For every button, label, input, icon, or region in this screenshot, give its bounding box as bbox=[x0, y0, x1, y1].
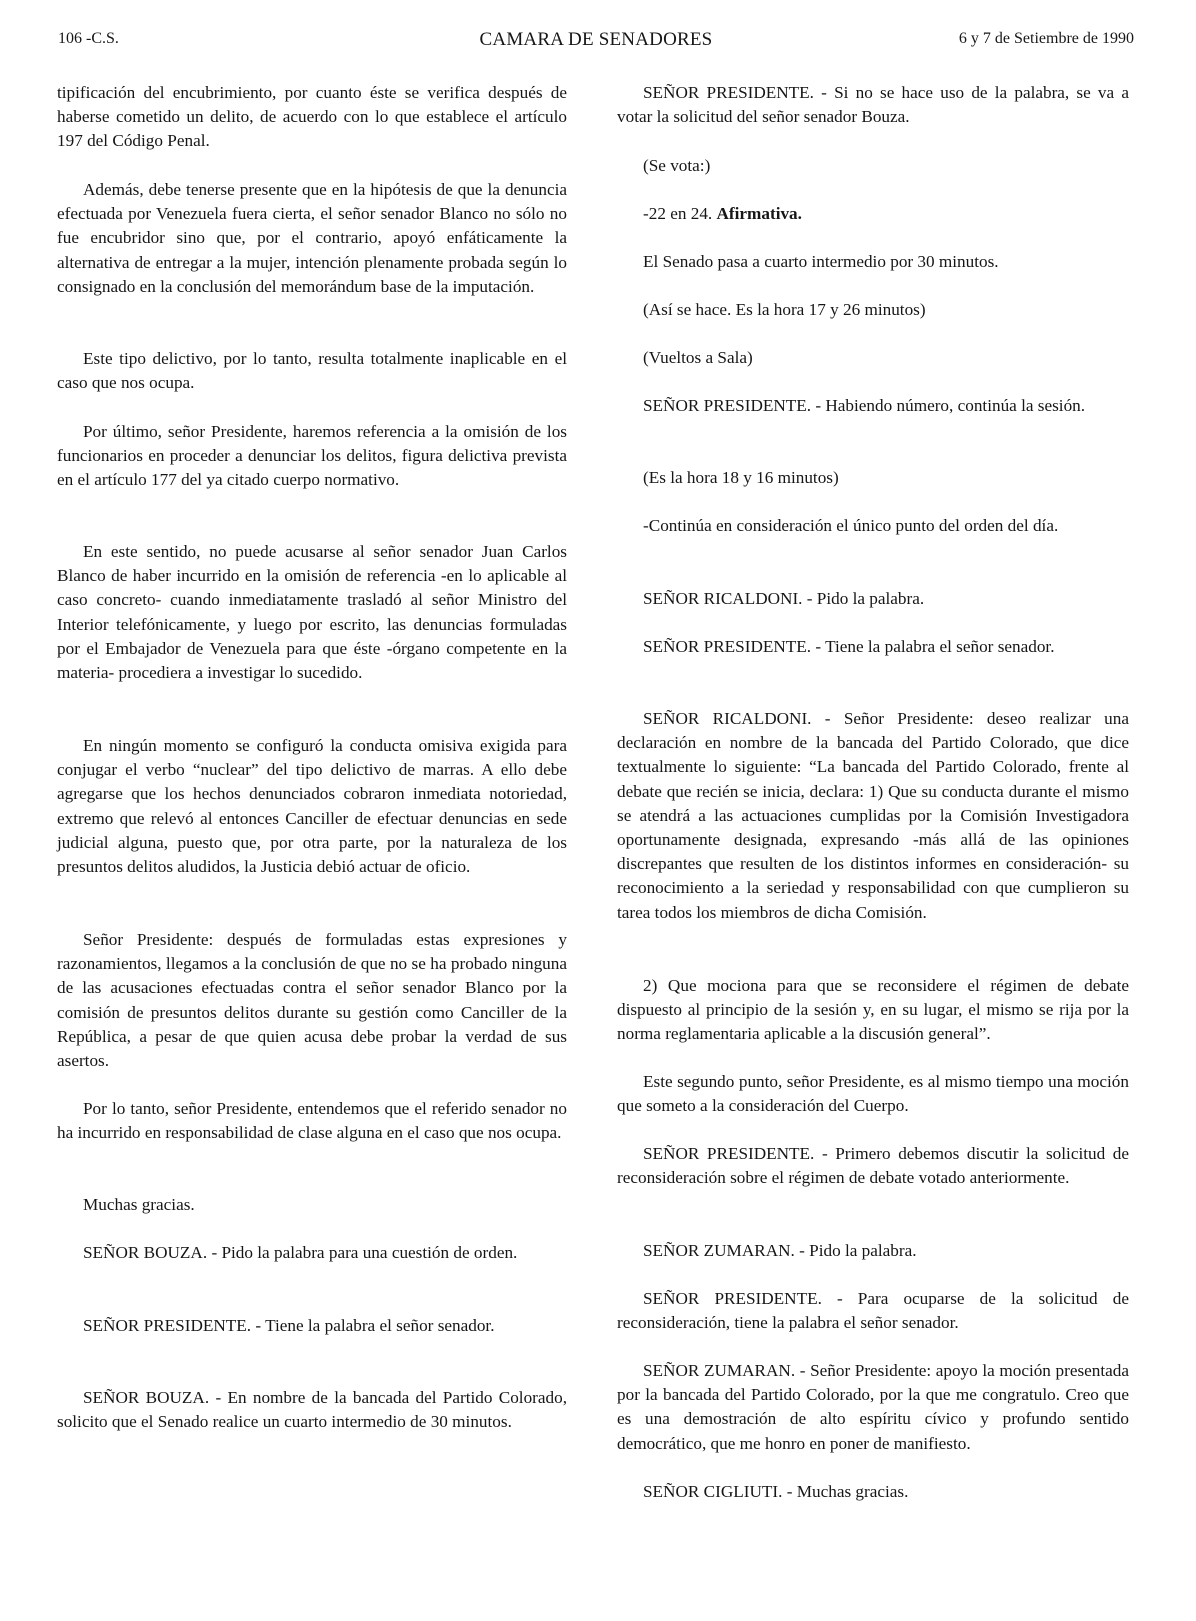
speech: SEÑOR CIGLIUTI. - Muchas gracias. bbox=[643, 1482, 909, 1501]
paragraph: En este sentido, no puede acusarse al señor senador Juan Carlos Blanco de haber incurrido en la omisión de referencia -en lo aplicable al caso concreto- cuando inmediatamente trasladó al señor Ministro del Interior telefónicamente, y luego por escrito, las denuncias formuladas por el Embajador de Venezuela para que éste -órgano competente en la materia- procediera a investigar lo sucedido. bbox=[57, 542, 567, 683]
speaker-name: SEÑOR PRESIDENTE. bbox=[83, 1316, 252, 1335]
speaker-name: SEÑOR BOUZA. bbox=[83, 1243, 208, 1262]
speech: SEÑOR PRESIDENTE. - Para ocuparse de la solicitud de reconsideración, tiene la palabra el señor senador. bbox=[617, 1289, 1129, 1333]
paragraph: tipificación del encubrimiento, por cuanto éste se verifica después de haberse cometido un delito, de acuerdo con lo que establece el artículo 197 del Código Penal. bbox=[57, 83, 567, 151]
speech: SEÑOR RICALDONI. - Señor Presidente: deseo realizar una declaración en nombre de la bancada del Partido Colorado, que dice textualmente lo siguiente: “La bancada del Partido Colorado, frente al debate que recién se inicia, declara: 1) Que su conducta durante el mismo se atendrá a las actuaciones cumplidas por la Comisión Investigadora oportunamente designada, expresando -más allá de las opiniones discrepantes que resulten de los distintos informes en consideración- su reconocimiento a la seriedad y responsabilidad con que cumplieron su tarea todos los miembros de dicha Comisión. bbox=[617, 709, 1130, 922]
speech: SEÑOR PRESIDENTE. - Habiendo número, continúa la sesión. bbox=[643, 396, 1086, 415]
paragraph: (Vueltos a Sala) bbox=[643, 348, 753, 367]
speaker-name: SEÑOR PRESIDENTE. bbox=[643, 396, 812, 415]
paragraph: (Así se hace. Es la hora 17 y 26 minutos) bbox=[643, 300, 926, 319]
speaker-name: SEÑOR CIGLIUTI. bbox=[643, 1482, 783, 1501]
speaker-name: SEÑOR BOUZA. bbox=[83, 1388, 210, 1407]
speech: SEÑOR BOUZA. - Pido la palabra para una cuestión de orden. bbox=[83, 1243, 518, 1262]
paragraph: 2) Que mociona para que se reconsidere el régimen de debate dispuesto al principio de la sesión y, en su lugar, el mismo se rija por la norma reglamentaria aplicable a la discusión general”. bbox=[617, 976, 1129, 1044]
speaker-name: SEÑOR RICALDONI. bbox=[643, 589, 803, 608]
speech: SEÑOR PRESIDENTE. - Tiene la palabra el señor senador. bbox=[83, 1316, 495, 1335]
paragraph: Señor Presidente: después de formuladas estas expresiones y razonamientos, llegamos a la conclusión de que no se ha probado ninguna de las acusaciones efectuadas contra el señor senador Blanco por la comisión de presuntos delitos durante su gestión como Canciller de la República, a pesar de que quien acusa debe probar la verdad de sus asertos. bbox=[57, 930, 567, 1071]
vote-outcome: Afirmativa. bbox=[716, 204, 802, 223]
paragraph: Por lo tanto, señor Presidente, entendemos que el referido senador no ha incurrido en responsabilidad de clase alguna en el caso que nos ocupa. bbox=[57, 1099, 567, 1143]
paragraph: -Continúa en consideración el único punto del orden del día. bbox=[643, 516, 1059, 535]
paragraph: Este tipo delictivo, por lo tanto, resulta totalmente inaplicable en el caso que nos ocupa. bbox=[57, 349, 567, 393]
page-number: 106 -C.S. bbox=[58, 30, 119, 47]
vote-result: -22 en 24. Afirmativa. bbox=[643, 204, 802, 223]
speaker-name: SEÑOR PRESIDENTE. bbox=[643, 1144, 815, 1163]
speech: SEÑOR PRESIDENTE. - Tiene la palabra el señor senador. bbox=[643, 637, 1055, 656]
speech: SEÑOR PRESIDENTE. - Primero debemos discutir la solicitud de reconsideración sobre el régimen de debate votado anteriormente. bbox=[617, 1144, 1129, 1188]
speech: SEÑOR BOUZA. - En nombre de la bancada del Partido Colorado, solicito que el Senado realice un cuarto intermedio de 30 minutos. bbox=[57, 1388, 568, 1432]
speaker-name: SEÑOR ZUMARAN. bbox=[643, 1361, 796, 1380]
paragraph: Este segundo punto, señor Presidente, es al mismo tiempo una moción que someto a la consideración del Cuerpo. bbox=[617, 1072, 1129, 1116]
paragraph: En ningún momento se configuró la conducta omisiva exigida para conjugar el verbo “nuclear” del tipo delictivo de marras. A ello debe agregarse que los hechos denunciados cobraron inmediata notoriedad, extremo que relevó al entonces Canciller de efectuar denuncias en sede judicial alguna, puesto que, por otra parte, por la naturaleza de los presuntos delitos aludidos, la Justicia debió actuar de oficio. bbox=[57, 736, 567, 877]
paragraph: Muchas gracias. bbox=[83, 1195, 195, 1214]
paragraph: (Es la hora 18 y 16 minutos) bbox=[643, 468, 839, 487]
page-header bbox=[58, 30, 1134, 56]
paragraph: (Se vota:) bbox=[643, 156, 711, 175]
speech: SEÑOR RICALDONI. - Pido la palabra. bbox=[643, 589, 925, 608]
speech: SEÑOR ZUMARAN. - Señor Presidente: apoyo la moción presentada por la bancada del Partido Colorado, por la que me congratulo. Creo que es una demostración de alto espíritu cívico y profundo sentido democrático, que me honro en poner de manifiesto. bbox=[617, 1361, 1129, 1453]
speech: SEÑOR PRESIDENTE. - Si no se hace uso de la palabra, se va a votar la solicitud del señor senador Bouza. bbox=[617, 83, 1129, 127]
session-date: 6 y 7 de Setiembre de 1990 bbox=[958, 30, 1134, 47]
speech: SEÑOR ZUMARAN. - Pido la palabra. bbox=[643, 1241, 917, 1260]
speaker-name: SEÑOR PRESIDENTE. bbox=[643, 83, 814, 102]
publication-title: CAMARA DE SENADORES bbox=[479, 29, 713, 50]
speaker-name: SEÑOR PRESIDENTE. bbox=[643, 1289, 822, 1308]
speaker-name: SEÑOR RICALDONI. bbox=[643, 709, 812, 728]
paragraph: El Senado pasa a cuarto intermedio por 30 minutos. bbox=[643, 252, 999, 271]
speaker-name: SEÑOR PRESIDENTE. bbox=[643, 637, 812, 656]
paragraph: Por último, señor Presidente, haremos referencia a la omisión de los funcionarios en proceder a denunciar los delitos, figura delictiva prevista en el artículo 177 del ya citado cuerpo normativo. bbox=[57, 422, 567, 490]
speaker-name: SEÑOR ZUMARAN. bbox=[643, 1241, 795, 1260]
paragraph: Además, debe tenerse presente que en la hipótesis de que la denuncia efectuada por Venezuela fuera cierta, el señor senador Blanco no sólo no fue encubridor sino que, por el contrario, apoyó enfáticamente la alternativa de entregar a la mujer, intención plenamente probada según lo consignado en la conclusión del memorándum base de la imputación. bbox=[57, 180, 567, 296]
